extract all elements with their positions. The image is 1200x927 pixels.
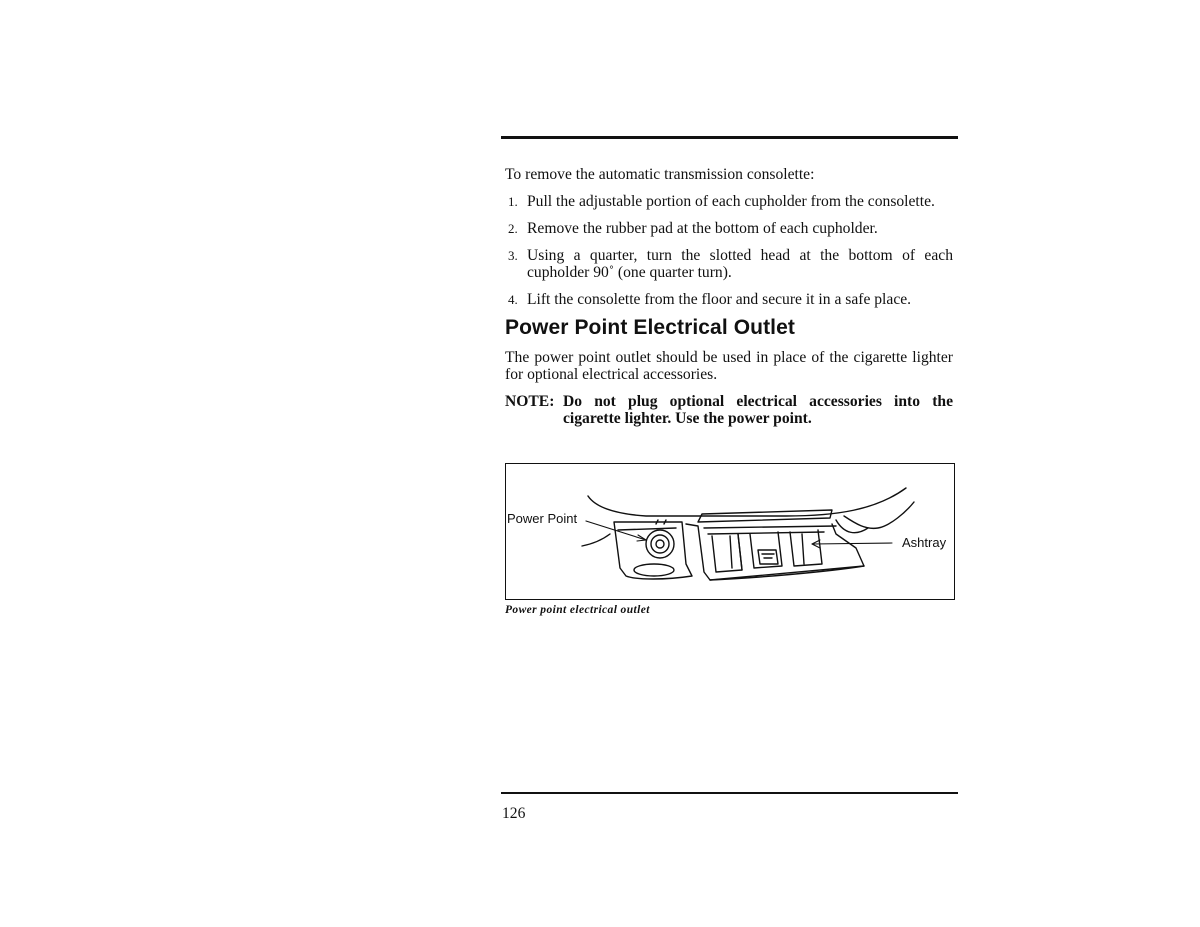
section-heading: Power Point Electrical Outlet <box>505 316 795 339</box>
step-text: Pull the adjustable portion of each cupholder from the consolette. <box>527 193 935 210</box>
step-number: 4. <box>508 292 518 307</box>
top-rule <box>501 136 958 139</box>
step-text: Using a quarter, turn the slotted head at the bottom of each cupholder 90˚ (one quarter turn). <box>527 247 953 281</box>
page-content <box>505 166 953 437</box>
power-point-paragraph: The power point outlet should be used in place of the cigarette lighter for optional electrical accessories. <box>505 349 953 383</box>
removal-steps <box>505 193 953 308</box>
figure-caption: Power point electrical outlet <box>505 604 650 616</box>
step-number: 2. <box>508 221 518 236</box>
step-item <box>505 220 953 237</box>
step-item <box>505 291 953 308</box>
step-text: Remove the rubber pad at the bottom of each cupholder. <box>527 220 878 237</box>
step-item <box>505 193 953 210</box>
console-drawing <box>506 464 954 599</box>
note-block <box>505 393 953 427</box>
step-number: 3. <box>508 248 518 263</box>
step-text: Lift the consolette from the floor and secure it in a safe place. <box>527 291 912 308</box>
note-label: NOTE: <box>505 393 555 410</box>
intro-text: To remove the automatic transmission consolette: <box>505 166 815 183</box>
power-point-callout: Power Point <box>507 511 578 526</box>
page-number: 126 <box>502 805 526 822</box>
ashtray-callout: Ashtray <box>902 535 947 550</box>
note-text: Do not plug optional electrical accessories into the cigarette lighter. Use the power point. <box>563 393 953 427</box>
step-item <box>505 247 953 281</box>
step-number: 1. <box>508 194 518 209</box>
power-point-illustration <box>505 463 955 600</box>
bottom-rule <box>501 792 958 794</box>
